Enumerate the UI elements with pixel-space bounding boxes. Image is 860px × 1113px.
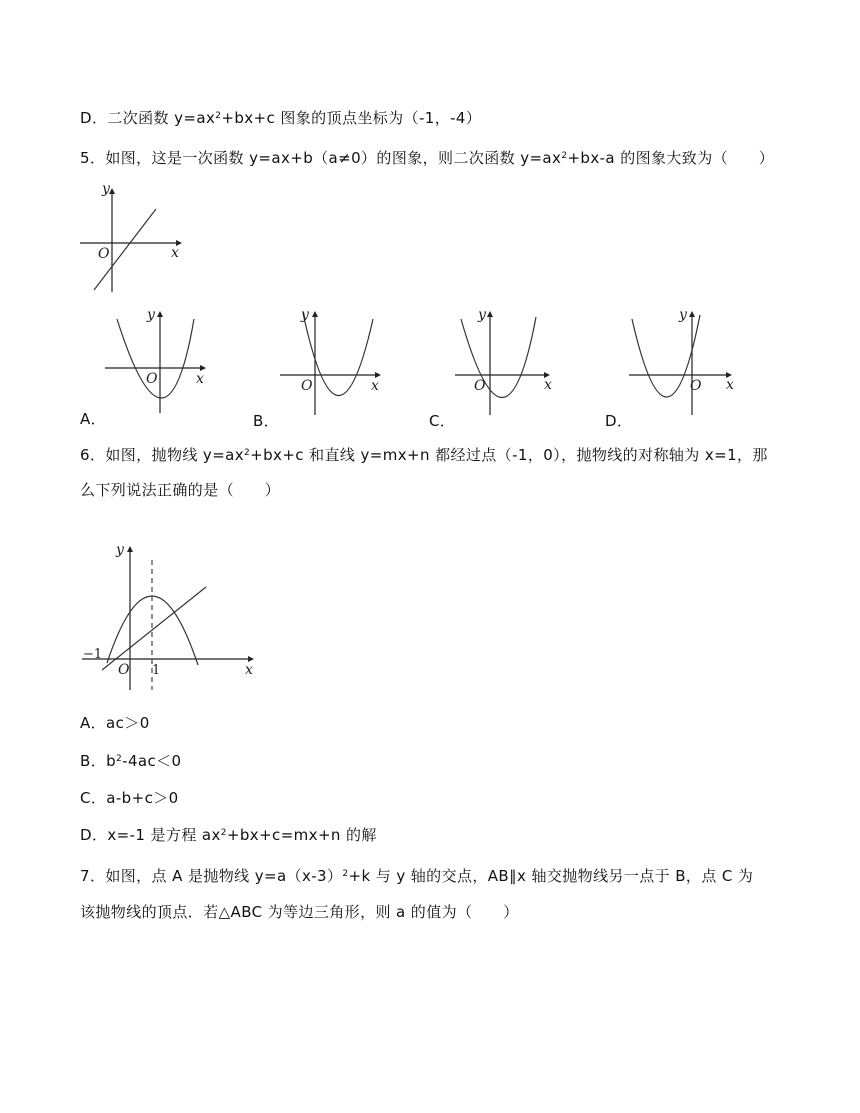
q6-stem-text-2: +bx+c 和直线 y=mx+n 都经过点（-1，0），抛物线的对称轴为 x=1，那	[250, 446, 768, 464]
q5-option-a-graph	[100, 305, 215, 415]
q6-stem-text-1: 6．如图，抛物线 y=ax	[80, 446, 245, 464]
x-axis-label: x	[726, 377, 734, 393]
origin-label: O	[474, 378, 486, 394]
q7-stem-line-2: 该抛物线的顶点．若△ABC 为等边三角形，则 a 的值为（ ）	[80, 903, 519, 921]
q7-stem-exponent: 2	[342, 869, 349, 879]
neg-one-label: −1	[83, 647, 103, 662]
q5-option-b-graph	[275, 305, 390, 415]
q4-option-d-exponent: 2	[215, 111, 222, 121]
q6-option-c: C．a-b+c＞0	[80, 789, 179, 807]
y-axis-label: y	[301, 307, 309, 323]
q6-option-d-text-2: +bx+c=mx+n 的解	[226, 826, 377, 844]
y-axis-label: y	[116, 542, 124, 558]
y-axis-label: y	[679, 307, 687, 323]
q5-stem-exponent: 2	[561, 151, 568, 161]
q7-stem-text-1: 7．如图，点 A 是抛物线 y=a（x-3）	[80, 867, 343, 885]
q6-stem-line-1	[80, 445, 768, 465]
q5-option-d-graph	[626, 305, 741, 415]
x-axis-label: x	[196, 371, 204, 387]
q6-option-d-exponent: 2	[220, 828, 227, 838]
q5-option-c-label: C．	[429, 412, 456, 430]
q6-option-b-text-2: -4ac＜0	[122, 752, 182, 770]
q6-option-b-exponent: 2	[116, 754, 123, 764]
q6-option-b-text-1: B．b	[80, 752, 117, 770]
q5-option-d-label: D．	[605, 412, 633, 430]
y-axis-arrow-icon	[127, 546, 133, 552]
y-axis-arrow-icon	[157, 311, 163, 317]
y-axis-arrow-icon	[487, 311, 493, 317]
q5-line-graph	[78, 180, 188, 295]
line-graph	[102, 587, 206, 670]
q6-option-b	[80, 751, 182, 771]
parabola-curve	[303, 313, 373, 396]
y-axis-label: y	[478, 307, 486, 323]
q6-stem-line-2: 么下列说法正确的是（ ）	[80, 481, 281, 499]
q5-stem	[80, 148, 774, 168]
one-label: 1	[152, 663, 161, 678]
y-axis-arrow-icon	[689, 311, 695, 317]
origin-label: O	[690, 378, 702, 394]
y-axis-label: y	[102, 181, 110, 197]
y-axis-arrow-icon	[312, 311, 318, 317]
x-axis-label: x	[371, 378, 379, 394]
q5-option-b-label: B．	[253, 412, 280, 430]
q6-stem-exponent: 2	[244, 448, 251, 458]
q5-option-a-label: A．	[80, 410, 107, 428]
q6-figure	[80, 540, 260, 690]
q4-option-d-text-1: 二次函数 y=ax	[107, 109, 216, 127]
q5-option-c-graph	[452, 305, 567, 415]
q5-stem-text-2: +bx-a 的图象大致为（ ）	[567, 149, 775, 167]
x-axis-label: x	[544, 377, 552, 393]
parabola-curve	[461, 317, 536, 398]
origin-label: O	[146, 371, 158, 387]
x-axis-label: x	[245, 662, 253, 678]
q5-stem-text-1: 5．如图，这是一次函数 y=ax+b（a≠0）的图象，则二次函数 y=ax	[80, 149, 562, 167]
x-axis-label: x	[171, 245, 179, 261]
q4-option-d	[80, 108, 481, 128]
origin-label: O	[98, 246, 110, 262]
q6-option-d	[80, 825, 377, 845]
q6-option-d-text-1: D．x=-1 是方程 ax	[80, 826, 221, 844]
q4-option-d-text-2: +bx+c 图象的顶点坐标为（-1，-4）	[221, 109, 482, 127]
y-axis-label: y	[147, 307, 155, 323]
origin-label: O	[301, 378, 313, 394]
q7-stem-text-2: +k 与 y 轴的交点，AB∥x 轴交抛物线另一点于 B，点 C 为	[348, 867, 754, 885]
q4-option-d-label: D．	[80, 109, 108, 127]
q6-option-a: A．ac＞0	[80, 714, 150, 732]
q7-stem-line-1	[80, 866, 753, 886]
origin-label: O	[118, 662, 130, 678]
